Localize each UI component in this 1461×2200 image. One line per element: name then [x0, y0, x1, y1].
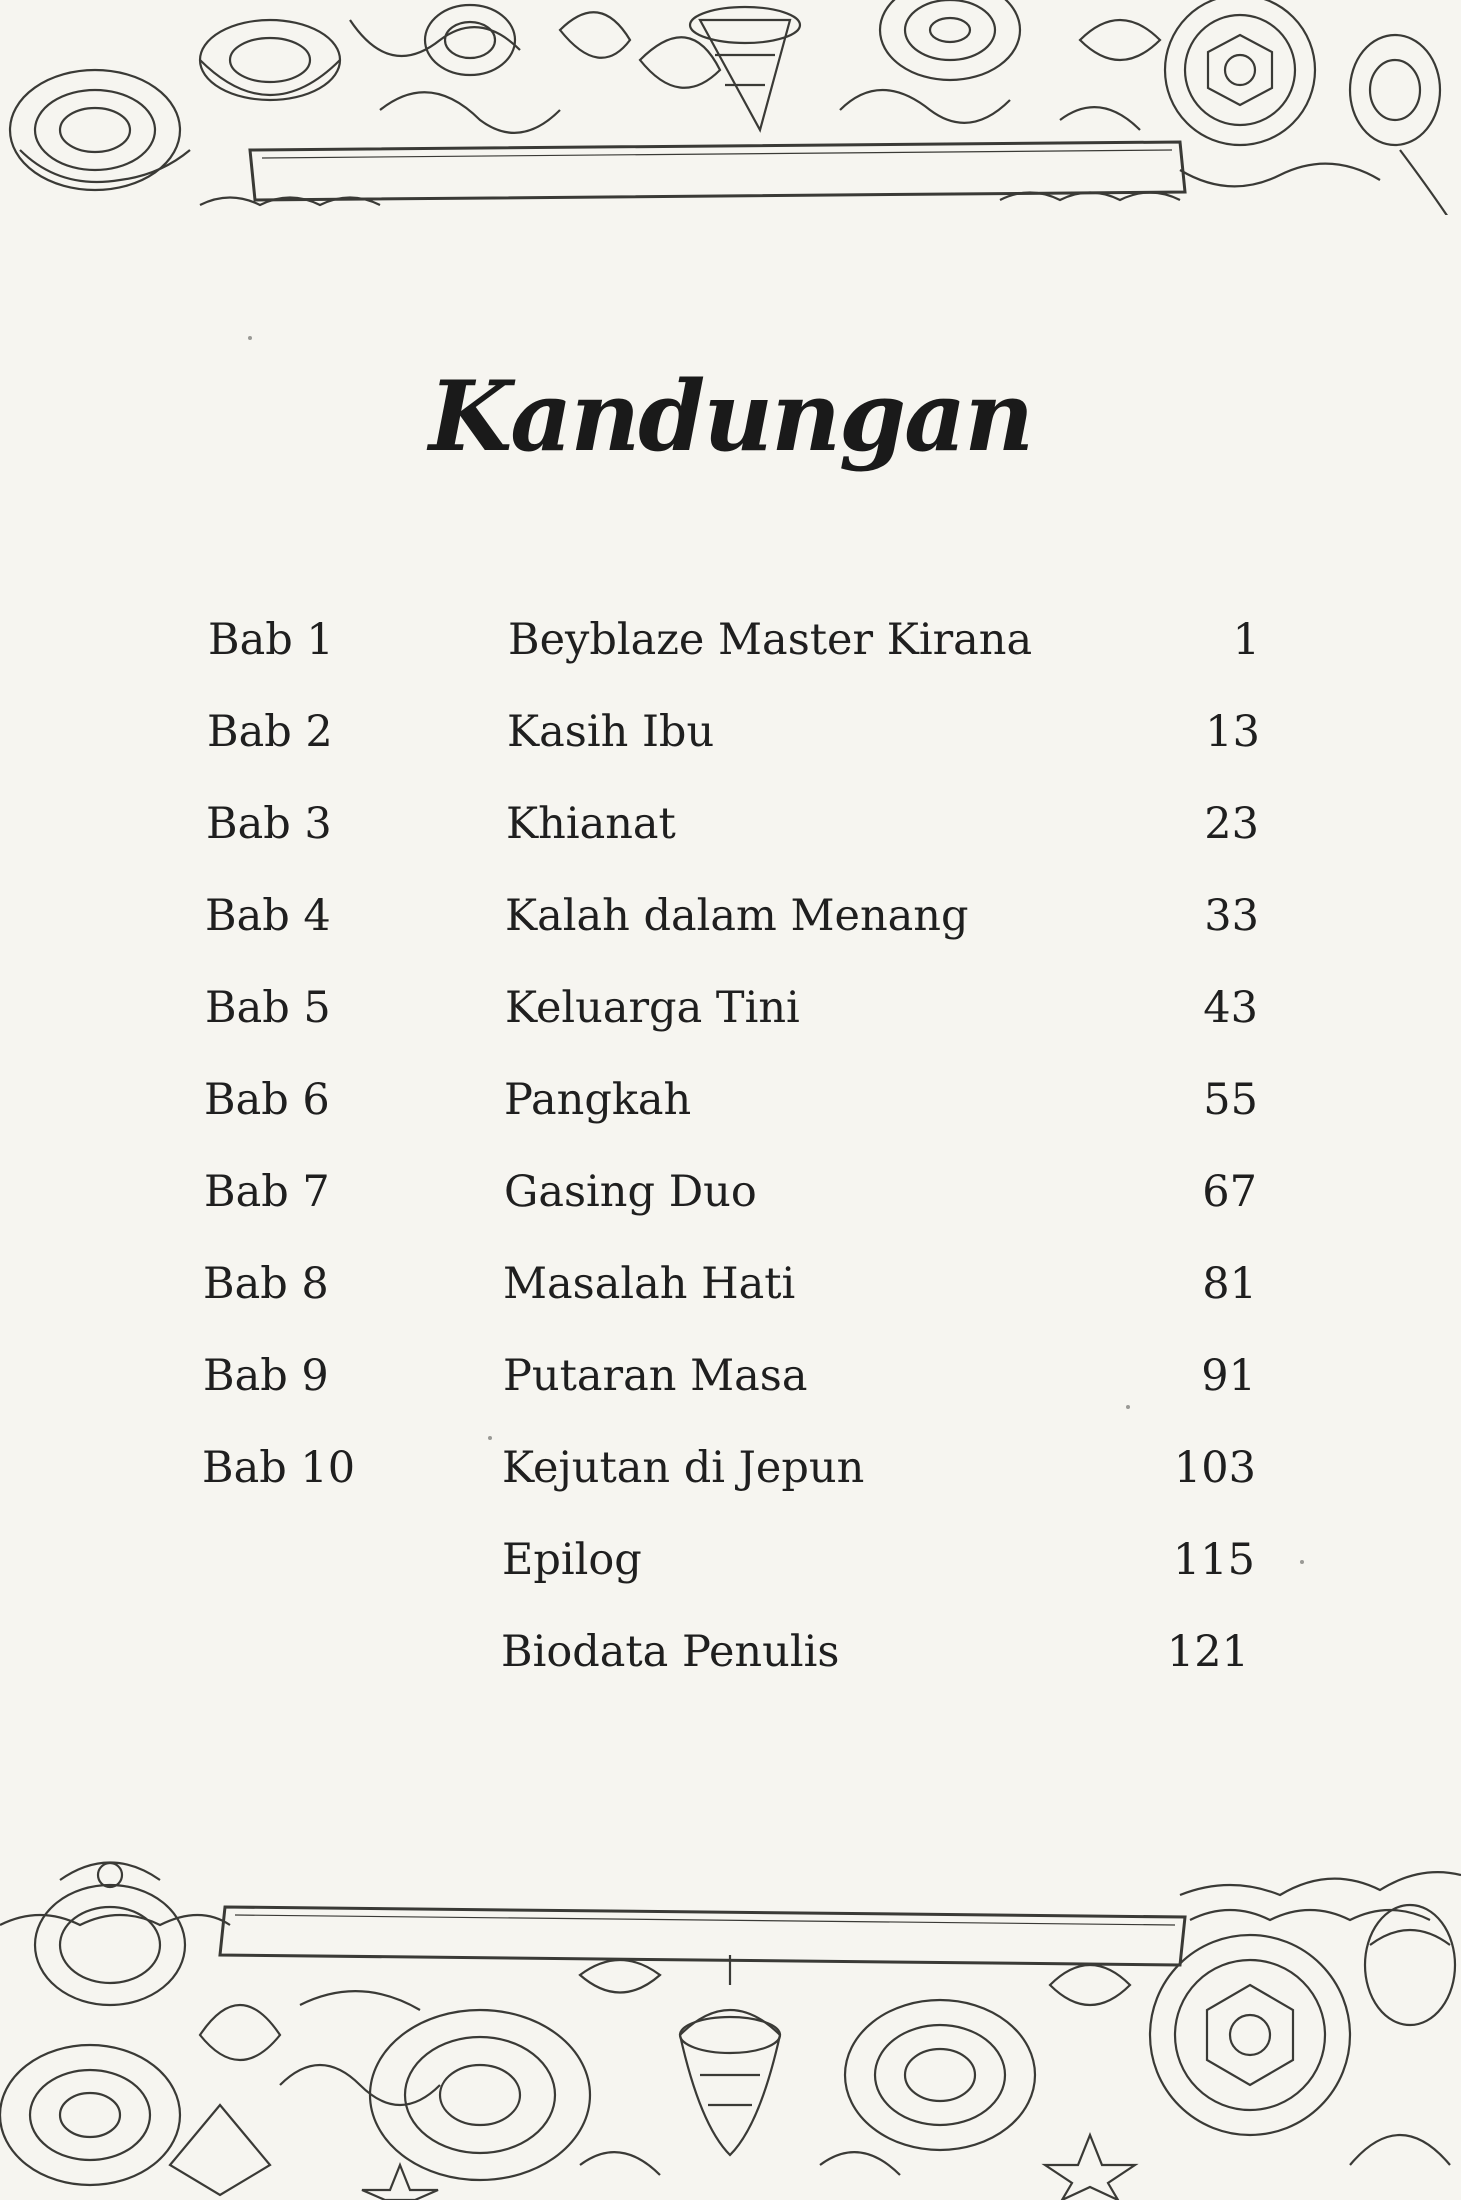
toc-page-number: 81	[1202, 1259, 1257, 1309]
toc-row	[0, 881, 1461, 951]
toc-row	[0, 1157, 1461, 1227]
page-title: Kandungan	[428, 360, 1033, 473]
toc-row	[0, 973, 1461, 1043]
toc-row	[0, 697, 1461, 767]
toc-page-number: 91	[1201, 1351, 1256, 1401]
toc-row	[0, 1433, 1461, 1503]
toc-chapter-title: Pangkah	[504, 1075, 692, 1125]
toc-chapter-title: Masalah Hati	[503, 1259, 796, 1309]
paper-speck	[1126, 1405, 1130, 1409]
toc-chapter-label: Bab 10	[202, 1443, 356, 1493]
toc-page-number: 23	[1204, 799, 1259, 849]
toc-chapter-label: Bab 4	[205, 891, 331, 941]
toc-row	[0, 789, 1461, 859]
toc-chapter-title: Gasing Duo	[504, 1167, 757, 1217]
toc-page-number: 115	[1172, 1535, 1255, 1585]
toc-chapter-label: Bab 1	[208, 615, 334, 665]
toc-chapter-label: Bab 8	[203, 1259, 329, 1309]
toc-page-number: 33	[1204, 891, 1259, 941]
toc-chapter-label: Bab 3	[206, 799, 332, 849]
toc-chapter-title: Biodata Penulis	[501, 1627, 840, 1677]
toc-page-number: 43	[1203, 983, 1258, 1033]
bottom-floral-border	[0, 1835, 1461, 2200]
toc-page-number: 121	[1166, 1627, 1249, 1677]
toc-row	[0, 1525, 1461, 1595]
paper-speck	[1300, 1560, 1304, 1564]
toc-chapter-title: Kasih Ibu	[507, 707, 715, 757]
toc-page-number: 13	[1205, 707, 1260, 757]
toc-chapter-title: Beyblaze Master Kirana	[508, 615, 1033, 665]
toc-row	[0, 1617, 1461, 1687]
toc-page-number: 67	[1202, 1167, 1257, 1217]
toc-row	[0, 605, 1461, 675]
toc-chapter-title: Keluarga Tini	[505, 983, 800, 1033]
toc-chapter-label: Bab 5	[205, 983, 331, 1033]
toc-page-number: 1	[1232, 615, 1260, 665]
paper-speck	[248, 336, 252, 340]
toc-row	[0, 1249, 1461, 1319]
toc-chapter-title: Kejutan di Jepun	[502, 1443, 865, 1493]
toc-chapter-label: Bab 7	[204, 1167, 330, 1217]
top-floral-border	[0, 0, 1461, 215]
toc-chapter-title: Putaran Masa	[503, 1351, 808, 1401]
toc-row	[0, 1065, 1461, 1135]
toc-chapter-label: Bab 6	[204, 1075, 330, 1125]
toc-chapter-title: Khianat	[506, 799, 676, 849]
paper-speck	[488, 1436, 492, 1440]
toc-chapter-label: Bab 2	[207, 707, 333, 757]
toc-chapter-title: Kalah dalam Menang	[505, 891, 969, 941]
toc-chapter-title: Epilog	[502, 1535, 642, 1585]
toc-page-number: 55	[1203, 1075, 1258, 1125]
toc-page-number: 103	[1173, 1443, 1256, 1493]
toc-row	[0, 1341, 1461, 1411]
toc-chapter-label: Bab 9	[203, 1351, 329, 1401]
